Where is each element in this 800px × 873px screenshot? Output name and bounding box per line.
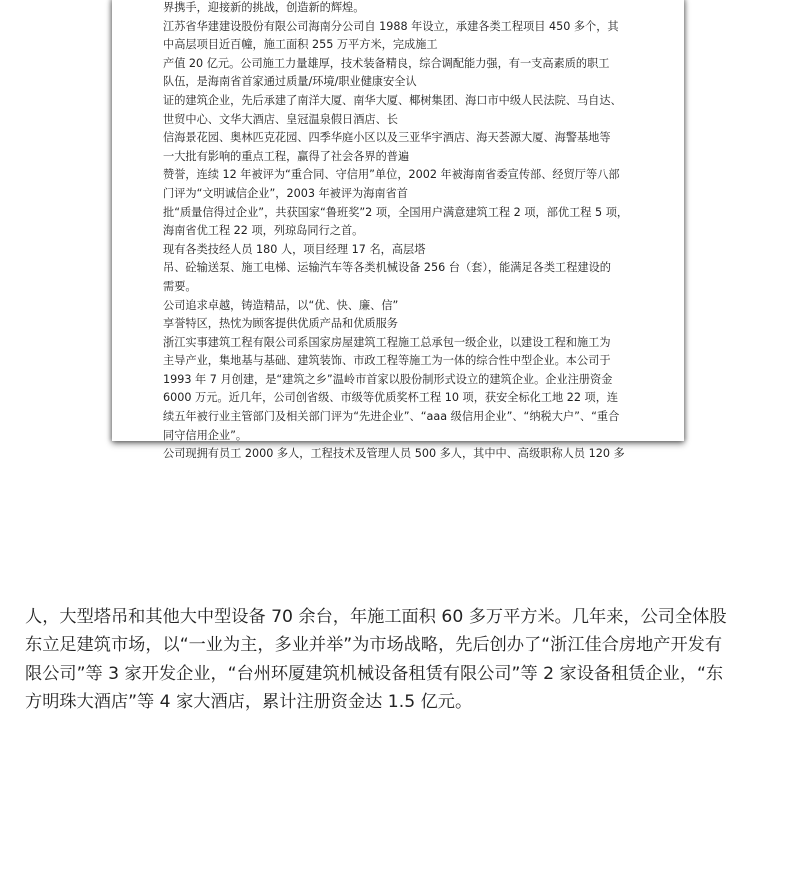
text-line: 产值 20 亿元。公司施工力量雄厚，技术装备精良，综合调配能力强，有一支高素质的职工 [163, 56, 610, 70]
text-line: 世贸中心、文华大酒店、皇冠温泉假日酒店、长 [163, 112, 398, 126]
text-line: 批“质量信得过企业”，共获国家“鲁班奖”2 项，全国用户满意建筑工程 2 项，部优工程 5 项， [163, 205, 629, 219]
text-line: 赞誉，连续 12 年被评为“重合同、守信用”单位，2002 年被海南省委宣传部、经贸厅等八部 [163, 168, 620, 182]
text-line: 东立足建筑市场，以“一业为主，多业并举”为市场战略，先后创办了“浙江佳合房地产开发有 [25, 635, 723, 656]
text-line: 同守信用企业”。 [163, 428, 248, 442]
text-line: 中高层项目近百幢，施工面积 255 万平方米，完成施工 [163, 38, 438, 52]
text-line: 6000 万元。近几年，公司创省级、市级等优质奖杯工程 10 项，获安全标化工地 22 项，连 [163, 391, 619, 405]
text-line: 享誉特区，热忱为顾客提供优质产品和优质服务 [163, 317, 398, 331]
text-line: 公司追求卓越，铸造精品，以“优、快、廉、信” [163, 298, 399, 312]
text-line: 界携手，迎接新的挑战，创造新的辉煌。 [163, 1, 365, 14]
text-line: 需要。 [163, 279, 197, 293]
text-line: 信海景花园、奥林匹克花园、四季华庭小区以及三亚华宇酒店、海天荟源大厦、海警基地等 [163, 131, 611, 145]
page-text [163, 0, 628, 464]
text-line: 人，大型塔吊和其他大中型设备 70 余台，年施工面积 60 多万平方米。几年来，公司全体股 [25, 607, 727, 627]
text-line: 1993 年 7 月创建，是“建筑之乡”温岭市首家以股份制形式设立的建筑企业。企业注册资金 [163, 372, 613, 386]
text-line: 限公司”等 3 家开发企业，“台州环厦建筑机械设备租赁有限公司”等 2 家设备租赁企业，“东 [25, 663, 724, 684]
text-line: 队伍，是海南省首家通过质量/环境/职业健康安全认 [163, 75, 417, 89]
text-line: 浙江实事建筑工程有限公司系国家房屋建筑工程施工总承包一级企业，以建设工程和施工为 [163, 335, 611, 349]
text-line: 续五年被行业主管部门及相关部门评为“先进企业”、“aaa 级信用企业”、“纳税大户”、“重合 [163, 410, 620, 424]
text-line: 方明珠大酒店”等 4 家大酒店，累计注册资金达 1.5 亿元。 [25, 691, 473, 712]
body-paragraph [25, 603, 785, 716]
text-line: 公司现拥有员工 2000 多人，工程技术及管理人员 500 多人，其中中、高级职称人员 120 多 [163, 447, 625, 461]
document-page-preview [112, 0, 684, 461]
text-line: 一大批有影响的重点工程，赢得了社会各界的普遍 [163, 149, 410, 163]
text-line: 吊、砼输送泵、施工电梯、运输汽车等各类机械设备 256 台（套），能满足各类工程建设的 [163, 261, 611, 275]
text-line: 现有各类技经人员 180 人，项目经理 17 名，高层塔 [163, 242, 426, 256]
text-line: 证的建筑企业，先后承建了南洋大厦、南华大厦、椰树集团、海口市中级人民法院、马自达、 [163, 93, 622, 107]
text-line: 江苏省华建建设股份有限公司海南分公司自 1988 年设立，承建各类工程项目 450 多个，其 [163, 19, 619, 33]
text-line: 海南省优工程 22 项，列琼岛同行之首。 [163, 224, 364, 238]
text-line: 门评为“文明诚信企业”，2003 年被评为海南省首 [163, 186, 408, 200]
text-line: 主导产业，集地基与基础、建筑装饰、市政工程等施工为一体的综合性中型企业。本公司于 [163, 354, 611, 368]
